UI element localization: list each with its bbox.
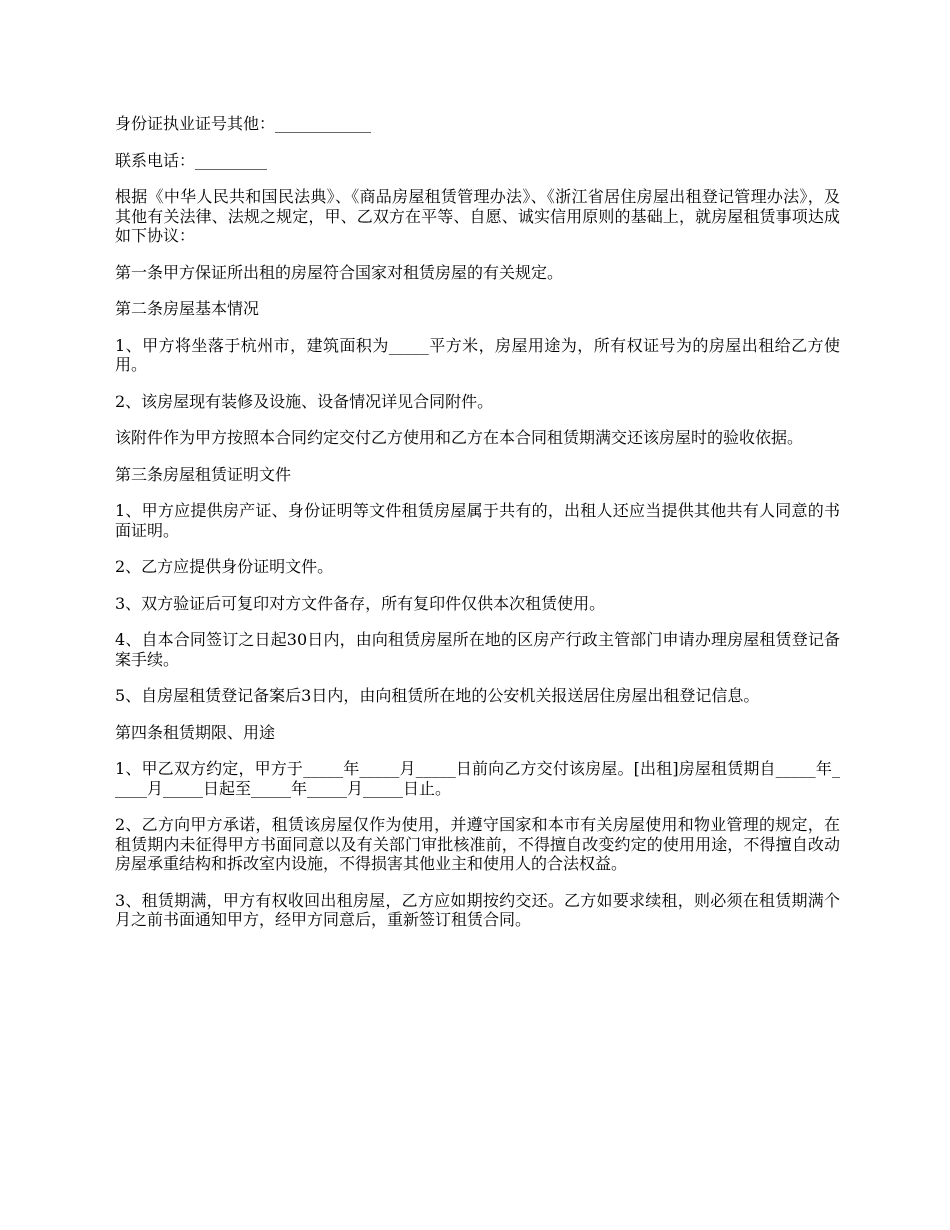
article-4-item-3: 3、租赁期满，甲方有权收回出租房屋，乙方应如期按约交还。乙方如要求续租，则必须在租赁期满个月之前书面通知甲方，经甲方同意后，重新签订租赁合同。: [115, 890, 840, 929]
contract-page: [115, 114, 840, 947]
article-2-heading: 第二条房屋基本情况: [115, 299, 260, 318]
phone-line: 联系电话：_________: [115, 150, 268, 170]
article-4-item-1: 1、甲乙双方约定，甲方于_____年_____月_____日前向乙方交付该房屋。[出租]房屋租赁期自_____年_____月_____日起至_____年_____月_____日止。: [115, 759, 840, 798]
article-3-heading: 第三条房屋租赁证明文件: [115, 464, 292, 484]
preamble-paragraph: 根据《中华人民共和国民法典》、《商品房屋租赁管理办法》、《浙江省居住房屋出租登记管理办法》，及其他有关法律、法规之规定，甲、乙双方在平等、自愿、诚实信用原则的基础上，就房屋租赁事项达成如下协议：: [115, 187, 840, 245]
article-3-item-4: 4、自本合同签订之日起30日内，由向租赁房屋所在地的区房产行政主管部门申请办理房屋租赁登记备案手续。: [115, 630, 840, 669]
article-3-item-2: 2、乙方应提供身份证明文件。: [115, 557, 334, 576]
article-3-item-3: 3、双方验证后可复印对方文件备存，所有复印件仅供本次租赁使用。: [115, 593, 606, 613]
article-2-appendix-note: 该附件作为甲方按照本合同约定交付乙方使用和乙方在本合同租赁期满交还该房屋时的验收依据。: [115, 428, 804, 447]
article-3-item-5: 5、自房屋租赁登记备案后3日内，由向租赁所在地的公安机关报送居住房屋出租登记信息。: [115, 686, 760, 705]
article-4-heading: 第四条租赁期限、用途: [115, 722, 276, 742]
id-number-line: 身份证执业证号其他：____________: [115, 114, 372, 133]
article-3-item-1: 1、甲方应提供房产证、身份证明等文件租赁房屋属于共有的，出租人还应当提供其他共有人同意的书面证明。: [115, 501, 840, 540]
article-2-item-1: 1、甲方将坐落于杭州市，建筑面积为_____平方米，房屋用途为，所有权证号为的房屋出租给乙方使用。: [115, 335, 840, 374]
article-4-item-2: 2、乙方向甲方承诺，租赁该房屋仅作为使用，并遵守国家和本市有关房屋使用和物业管理的规定，在租赁期内未征得甲方书面同意以及有关部门审批核准前，不得擅自改变约定的使用用途，不得擅自改动房屋承重结构和拆改室内设施，不得损害其他业主和使用人的合法权益。: [115, 815, 840, 873]
article-2-item-2: 2、该房屋现有装修及设施、设备情况详见合同附件。: [115, 391, 494, 411]
article-1: 第一条甲方保证所出租的房屋符合国家对租赁房屋的有关规定。: [115, 262, 564, 282]
